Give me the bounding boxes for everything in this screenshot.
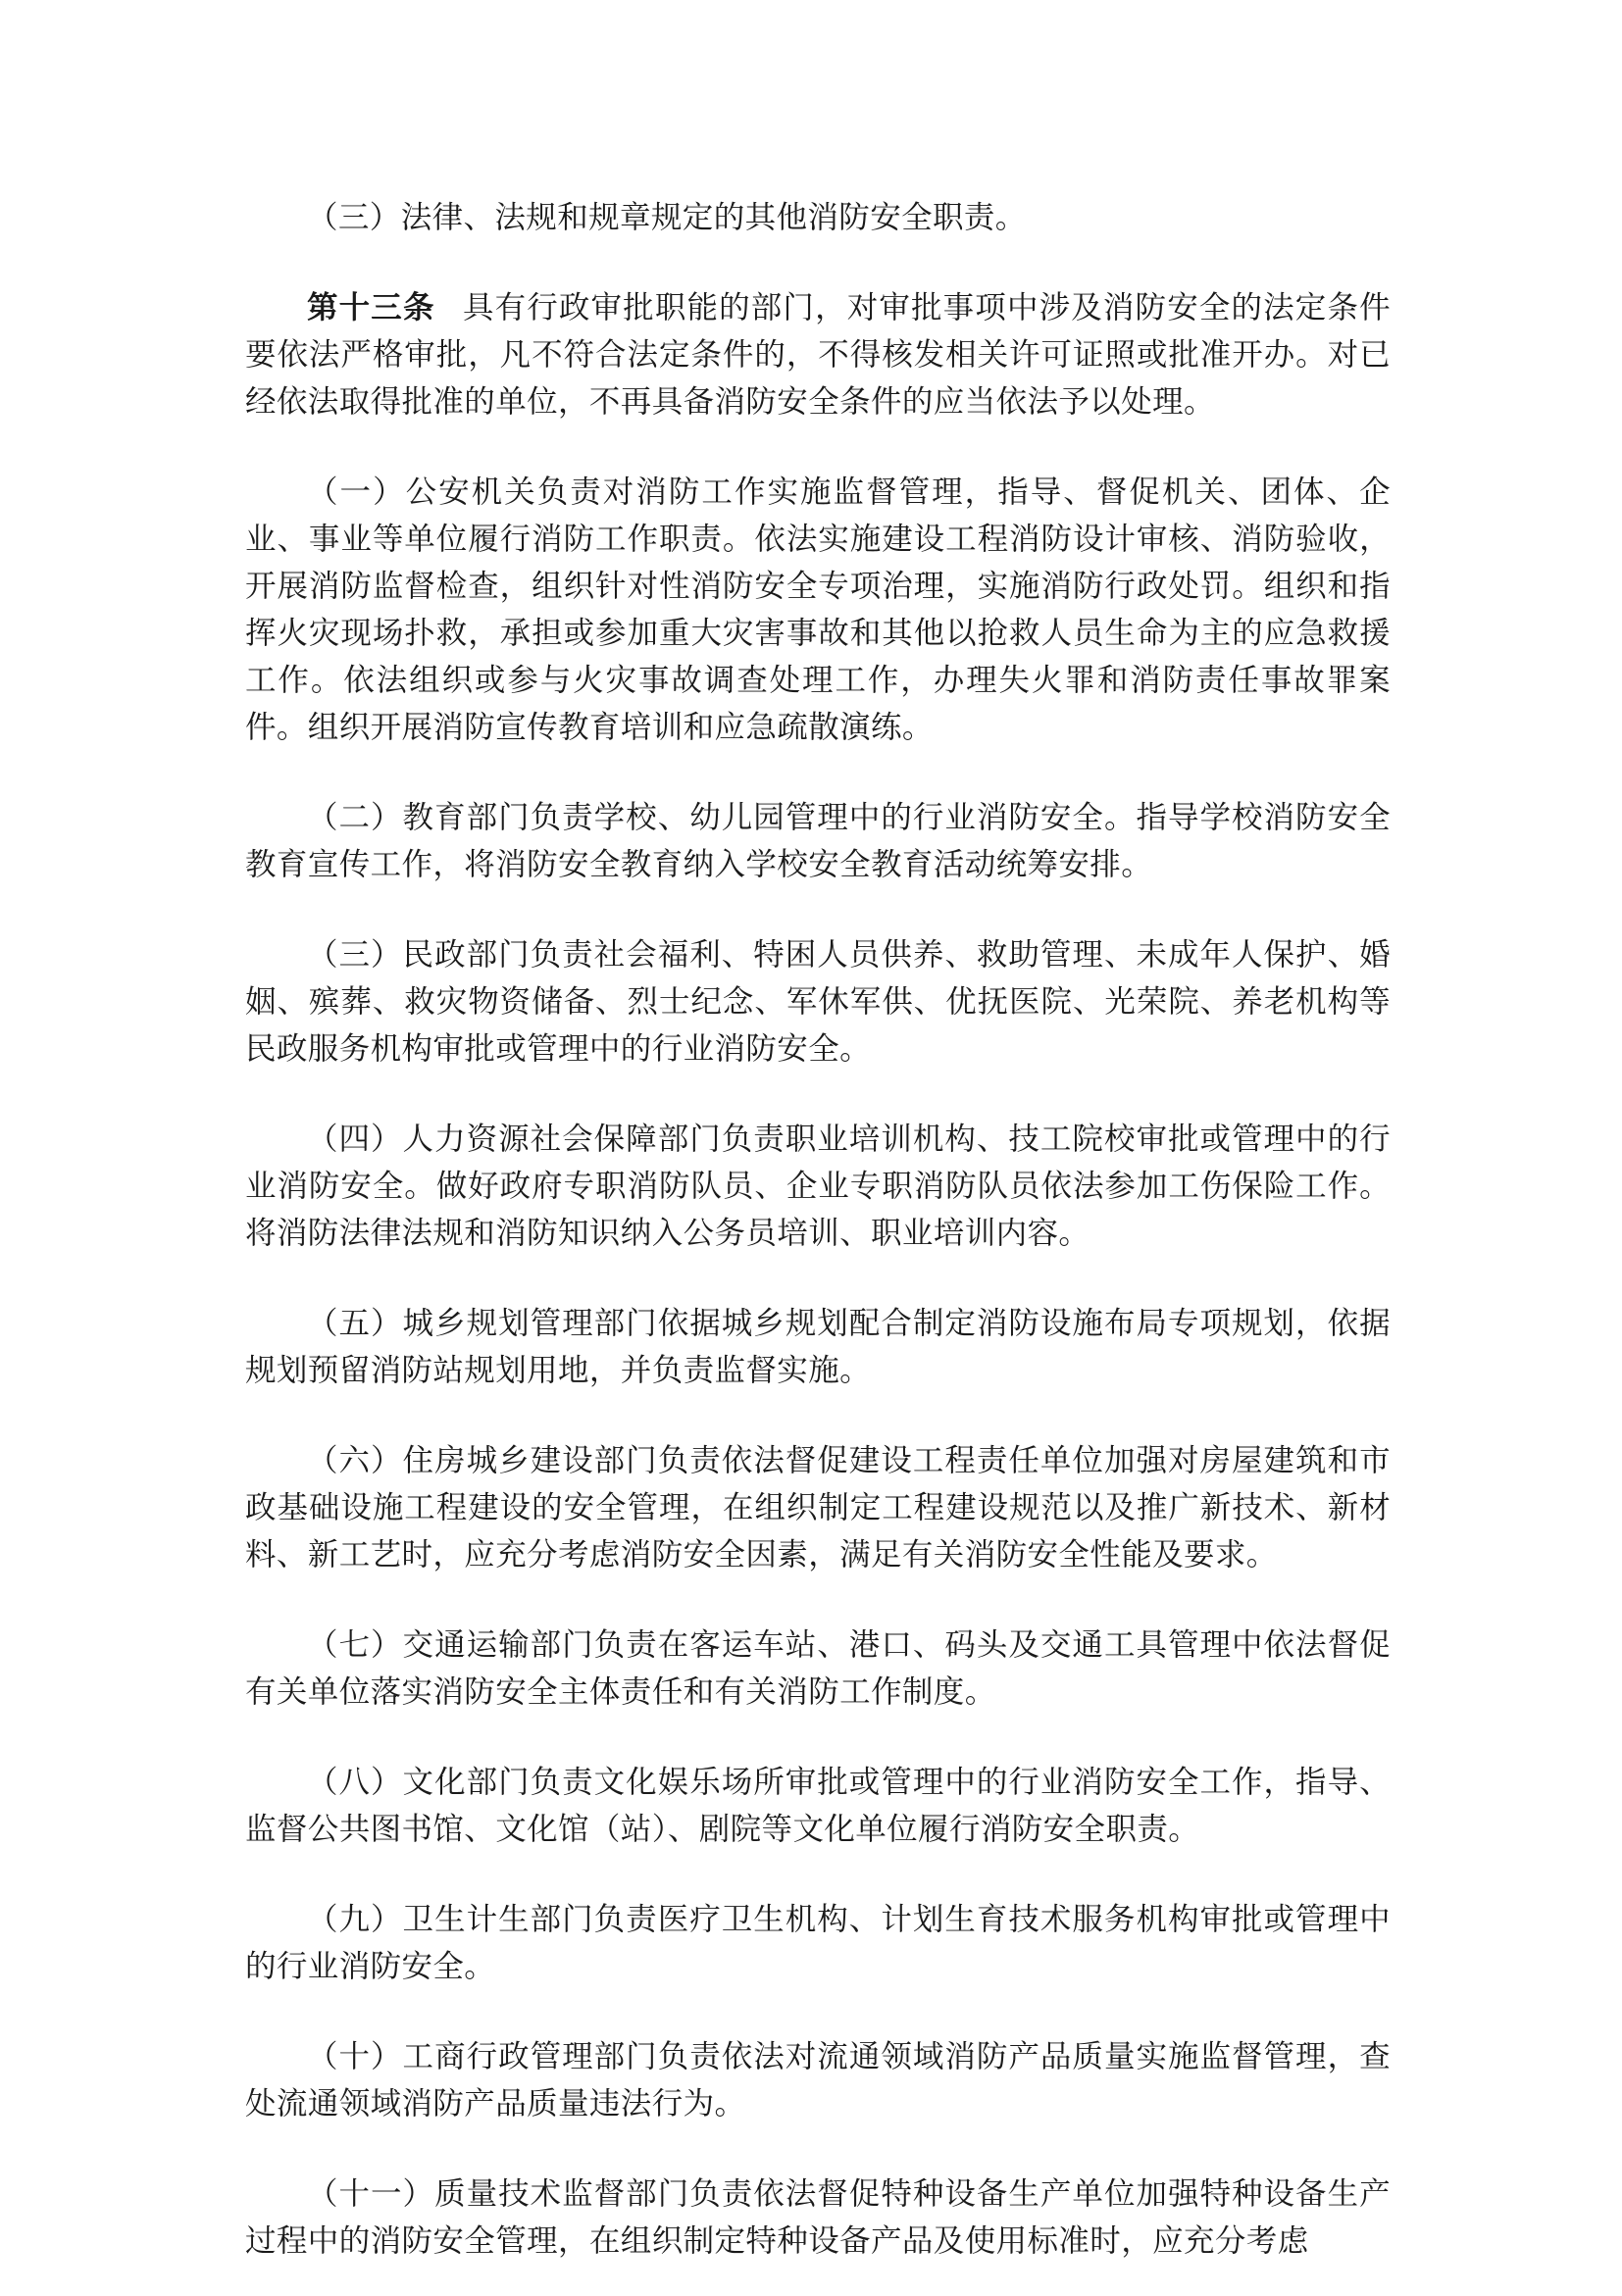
paragraph-text: （六）住房城乡建设部门负责依法督促建设工程责任单位加强对房屋建筑和市政基础设施工程建设的安全管理，在组织制定工程建设规范以及推广新技术、新材料、新工艺时，应充分考虑消防安全因素，满足有关消防安全性能及要求。 bbox=[245, 1443, 1391, 1572]
paragraph-text: （三）法律、法规和规章规定的其他消防安全职责。 bbox=[307, 200, 1027, 235]
paragraph-education bbox=[245, 794, 1391, 888]
paragraph-text: 具有行政审批职能的部门，对审批事项中涉及消防安全的法定条件要依法严格审批，凡不符合法定条件的，不得核发相关许可证照或批准开办。对已经依法取得批准的单位，不再具备消防安全条件的应当依法予以处理。 bbox=[245, 290, 1391, 420]
paragraph-housing-construction bbox=[245, 1437, 1391, 1578]
paragraph-health bbox=[245, 1896, 1391, 1990]
article-number: 第十三条 bbox=[307, 289, 435, 325]
paragraph-culture bbox=[245, 1759, 1391, 1853]
paragraph-text: （十）工商行政管理部门负责依法对流通领域消防产品质量实施监督管理，查处流通领域消防产品质量违法行为。 bbox=[245, 2039, 1391, 2121]
document-page bbox=[245, 194, 1391, 2296]
paragraph-text: （九）卫生计生部门负责医疗卫生机构、计划生育技术服务机构审批或管理中的行业消防安全。 bbox=[245, 1902, 1391, 1984]
paragraph-commerce bbox=[245, 2033, 1391, 2127]
paragraph-text: （十一）质量技术监督部门负责依法督促特种设备生产单位加强特种设备生产过程中的消防安全管理，在组织制定特种设备产品及使用标准时，应充分考虑 bbox=[245, 2176, 1391, 2259]
paragraph-text: （八）文化部门负责文化娱乐场所审批或管理中的行业消防安全工作，指导、监督公共图书馆、文化馆（站）、剧院等文化单位履行消防安全职责。 bbox=[245, 1765, 1391, 1847]
paragraph-text: （七）交通运输部门负责在客运车站、港口、码头及交通工具管理中依法督促有关单位落实消防安全主体责任和有关消防工作制度。 bbox=[245, 1627, 1391, 1710]
paragraph-text: （五）城乡规划管理部门依据城乡规划配合制定消防设施布局专项规划，依据规划预留消防站规划用地，并负责监督实施。 bbox=[245, 1306, 1391, 1388]
article-13 bbox=[245, 284, 1391, 425]
paragraph-text: （一）公安机关负责对消防工作实施监督管理，指导、督促机关、团体、企业、事业等单位履行消防工作职责。依法实施建设工程消防设计审核、消防验收，开展消防监督检查，组织针对性消防安全专项治理，实施消防行政处罚。组织和指挥火灾现场扑救，承担或参加重大灾害事故和其他以抢救人员生命为主的应急救援工作。依法组织或参与火灾事故调查处理工作，办理失火罪和消防责任事故罪案件。组织开展消防宣传教育培训和应急疏散演练。 bbox=[245, 474, 1391, 745]
paragraph-civil-affairs bbox=[245, 931, 1391, 1073]
paragraph-item-3-other-duties bbox=[245, 194, 1391, 241]
paragraph-quality-supervision bbox=[245, 2171, 1391, 2265]
paragraph-text: （四）人力资源社会保障部门负责职业培训机构、技工院校审批或管理中的行业消防安全。做好政府专职消防队员、企业专职消防队员依法参加工伤保险工作。将消防法律法规和消防知识纳入公务员培训、职业培训内容。 bbox=[245, 1122, 1391, 1251]
paragraph-transportation bbox=[245, 1622, 1391, 1716]
paragraph-urban-planning bbox=[245, 1300, 1391, 1394]
paragraph-text: （二）教育部门负责学校、幼儿园管理中的行业消防安全。指导学校消防安全教育宣传工作，将消防安全教育纳入学校安全教育活动统筹安排。 bbox=[245, 800, 1391, 882]
paragraph-human-resources bbox=[245, 1116, 1391, 1257]
paragraph-text: （三）民政部门负责社会福利、特困人员供养、救助管理、未成年人保护、婚姻、殡葬、救灾物资储备、烈士纪念、军休军供、优抚医院、光荣院、养老机构等民政服务机构审批或管理中的行业消防安全。 bbox=[245, 937, 1391, 1067]
paragraph-public-security bbox=[245, 469, 1391, 751]
